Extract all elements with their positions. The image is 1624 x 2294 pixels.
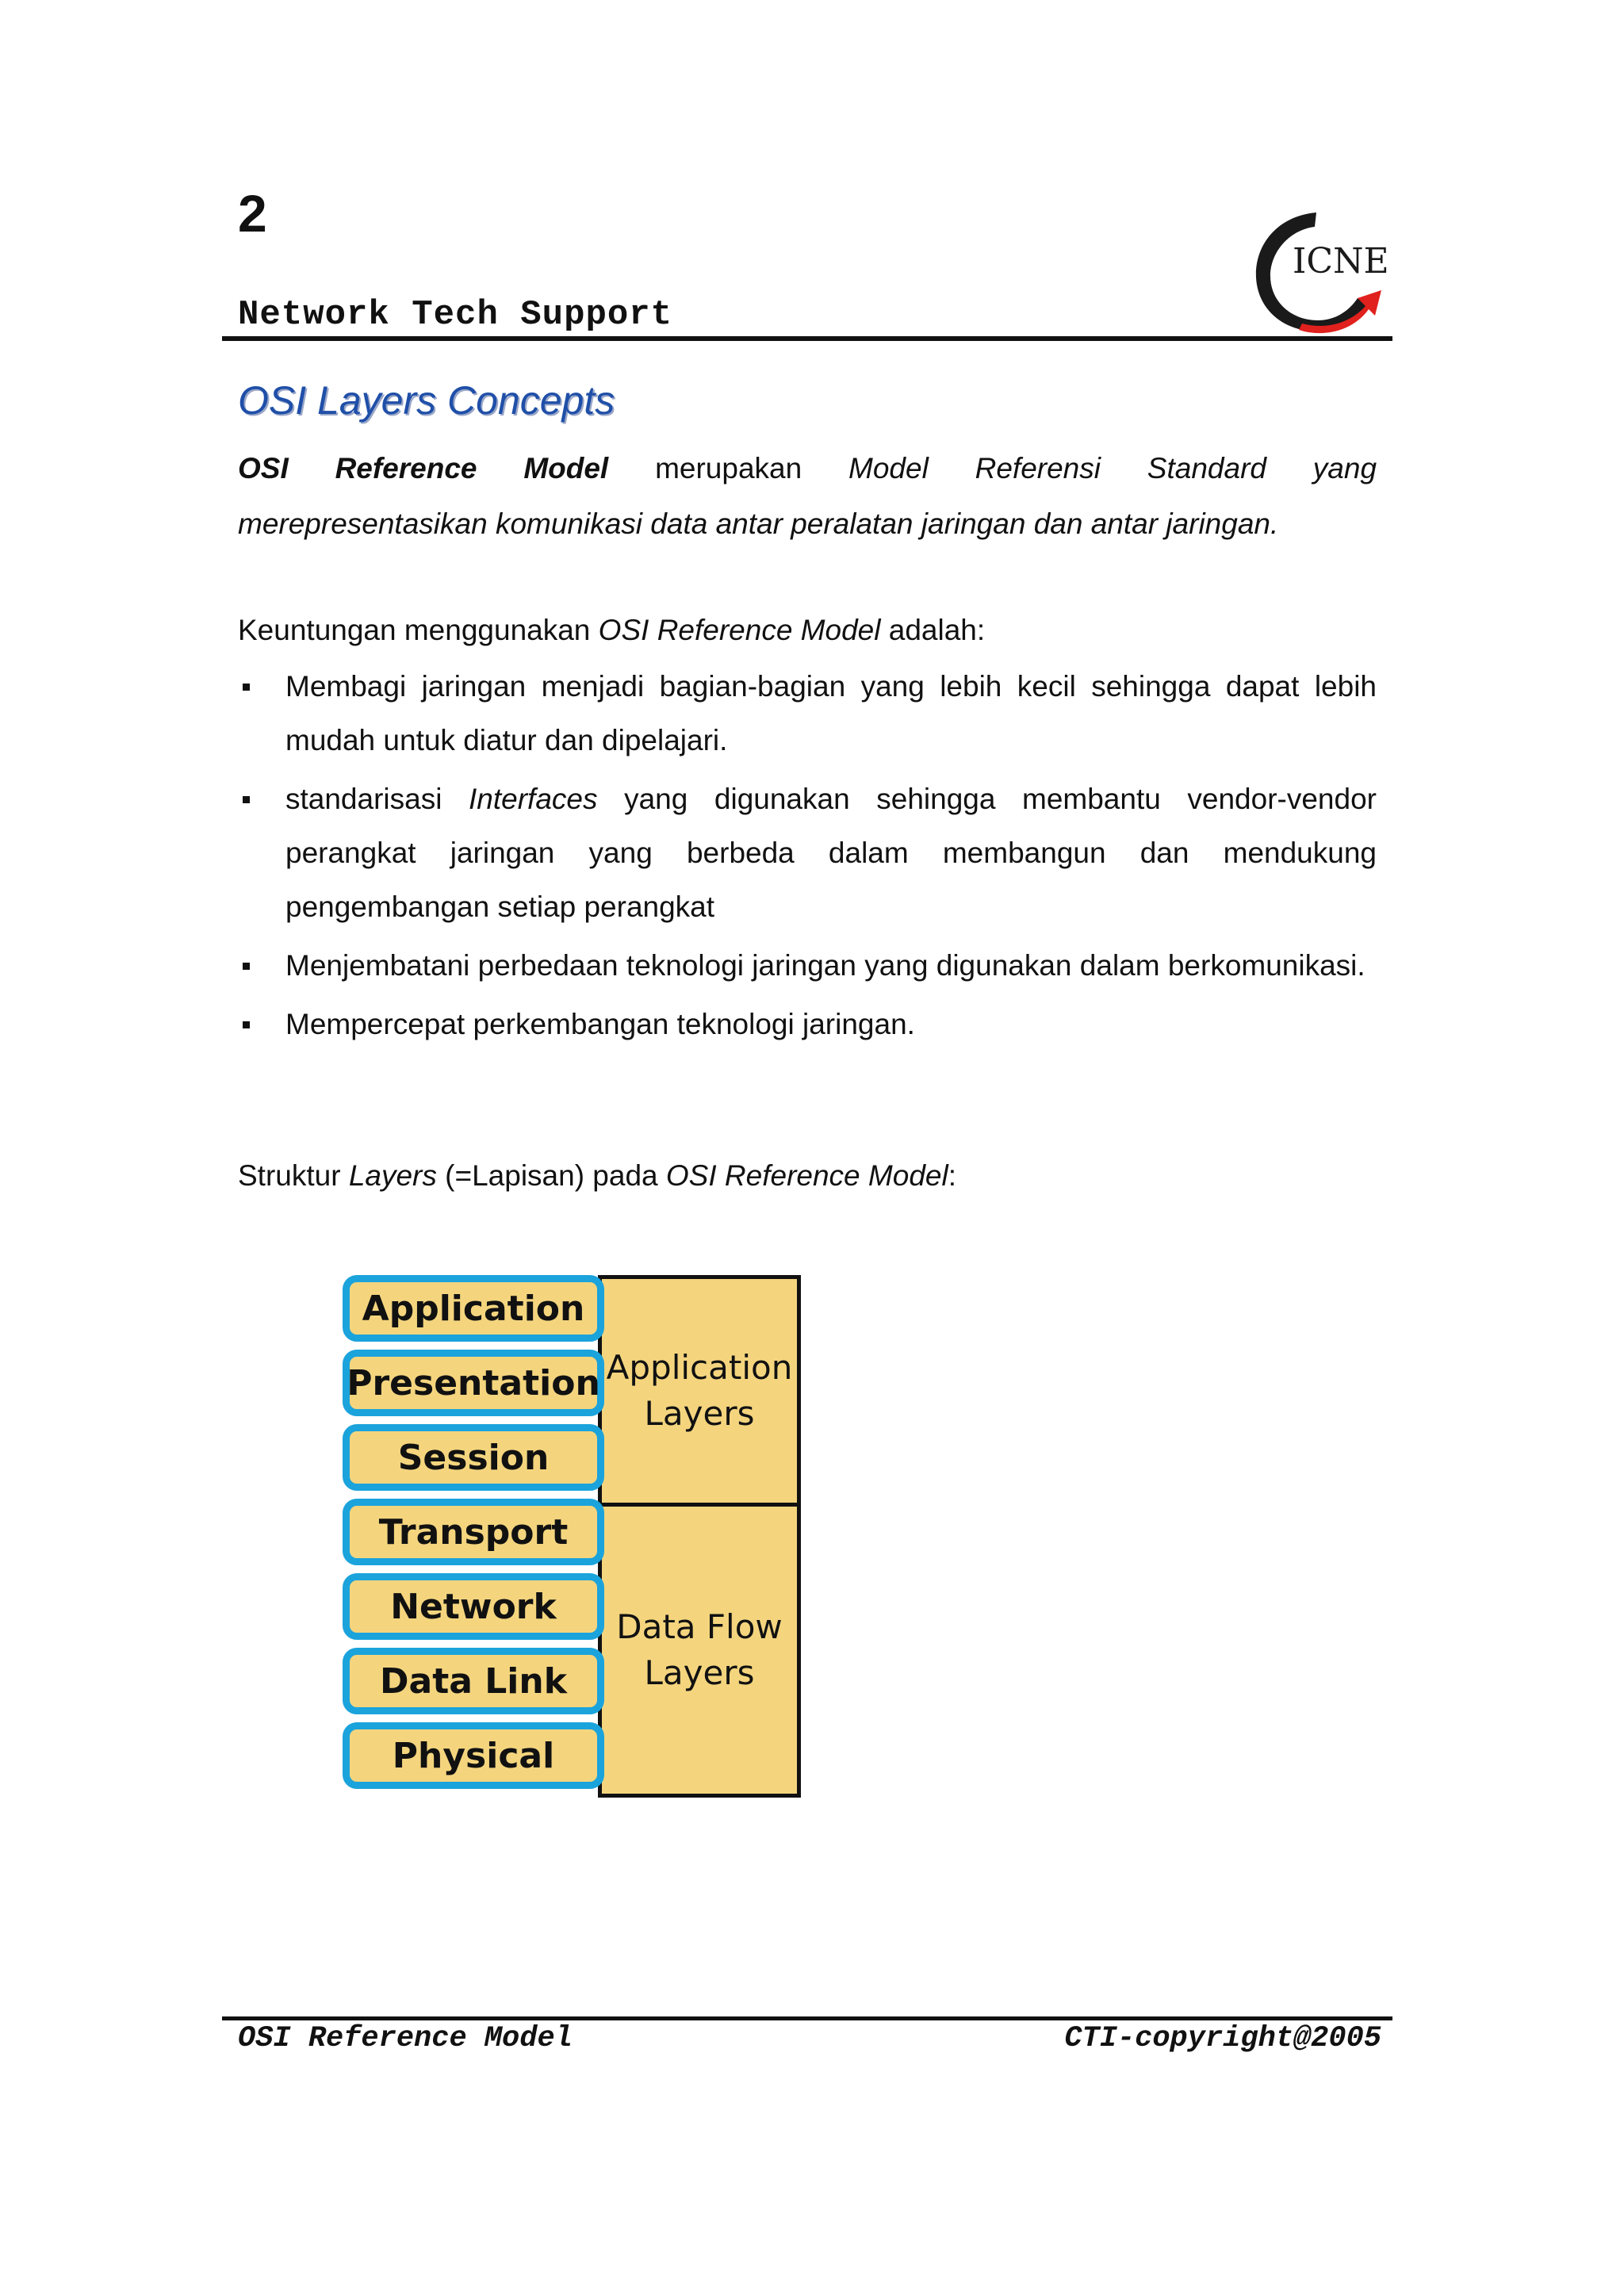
layer-transport: Transport: [343, 1499, 604, 1565]
list-item: [238, 998, 1377, 1051]
group-label-line-2: Layers: [644, 1394, 755, 1433]
osi-layers-diagram: [333, 1269, 825, 1816]
data-flow-layers-group: [598, 1503, 801, 1798]
section-title: OSI Layers Concepts: [238, 378, 615, 423]
bullet-marker: [243, 684, 250, 691]
layer-network: Network: [343, 1573, 604, 1640]
structure-term-model: OSI Reference Model: [665, 1159, 948, 1192]
list-item-suffix: yang digunakan sehingga membantu vendor-vendor perangkat jaringan yang berbeda dalam membangun dan mendukung pengembangan setiap perangkat: [285, 783, 1377, 923]
header-divider: [222, 336, 1392, 341]
footer-divider: [222, 2016, 1392, 2020]
intro-bold-term: OSI Reference Model: [238, 452, 609, 484]
bullet-marker: [243, 1021, 250, 1028]
list-item: [238, 660, 1377, 768]
list-item: [238, 772, 1377, 934]
benefits-lead-prefix: Keuntungan menggunakan: [238, 614, 599, 646]
footer-right-text: CTI-copyright@2005: [1064, 2022, 1381, 2055]
layer-data-link: Data Link: [343, 1648, 604, 1714]
structure-middle: (=Lapisan) pada: [436, 1159, 666, 1192]
group-label-line-2: Layers: [644, 1653, 755, 1692]
benefits-list: [238, 660, 1377, 1056]
structure-suffix: :: [948, 1159, 956, 1192]
bullet-marker: [243, 796, 250, 803]
footer-left-text: OSI Reference Model: [238, 2022, 573, 2055]
group-label-line-1: Application: [606, 1348, 793, 1387]
icne-logo: [1247, 205, 1389, 339]
intro-rest-line-1: Model Referensi Standard yang: [848, 452, 1377, 484]
header-title: Network Tech Support: [238, 295, 673, 335]
list-item-text: Menjembatani perbedaan teknologi jaringan yang digunakan dalam berkomunikasi.: [285, 949, 1365, 982]
list-item-text: Membagi jaringan menjadi bagian-bagian yang lebih kecil sehingga dapat lebih mudah untuk diatur dan dipelajari.: [285, 670, 1377, 756]
structure-term-layers: Layers: [348, 1159, 437, 1192]
list-item: [238, 939, 1377, 993]
list-item-prefix: standarisasi: [285, 783, 469, 815]
benefits-lead-term: OSI Reference Model: [598, 614, 881, 646]
layer-application: Application: [343, 1275, 604, 1342]
list-item-text: Mempercepat perkembangan teknologi jaringan.: [285, 1008, 915, 1040]
benefits-lead: [238, 603, 1377, 658]
application-layers-group: [598, 1275, 801, 1507]
group-label-line-1: Data Flow: [616, 1607, 783, 1646]
benefits-lead-suffix: adalah:: [880, 614, 986, 646]
intro-line-1: [238, 441, 1377, 496]
structure-prefix: Struktur: [238, 1159, 349, 1192]
logo-text: ICNE: [1293, 241, 1389, 281]
layer-physical: Physical: [343, 1722, 604, 1789]
layer-session: Session: [343, 1424, 604, 1491]
page-number: 2: [238, 184, 267, 243]
intro-verb: merupakan: [655, 452, 802, 484]
bullet-marker: [243, 963, 250, 970]
list-item-term: Interfaces: [469, 783, 598, 815]
structure-lead: [238, 1148, 1377, 1204]
intro-line-2: merepresentasikan komunikasi data antar peralatan jaringan dan antar jaringan.: [238, 507, 1279, 540]
list-item-text: [285, 772, 1377, 934]
layer-presentation: Presentation: [343, 1350, 604, 1416]
